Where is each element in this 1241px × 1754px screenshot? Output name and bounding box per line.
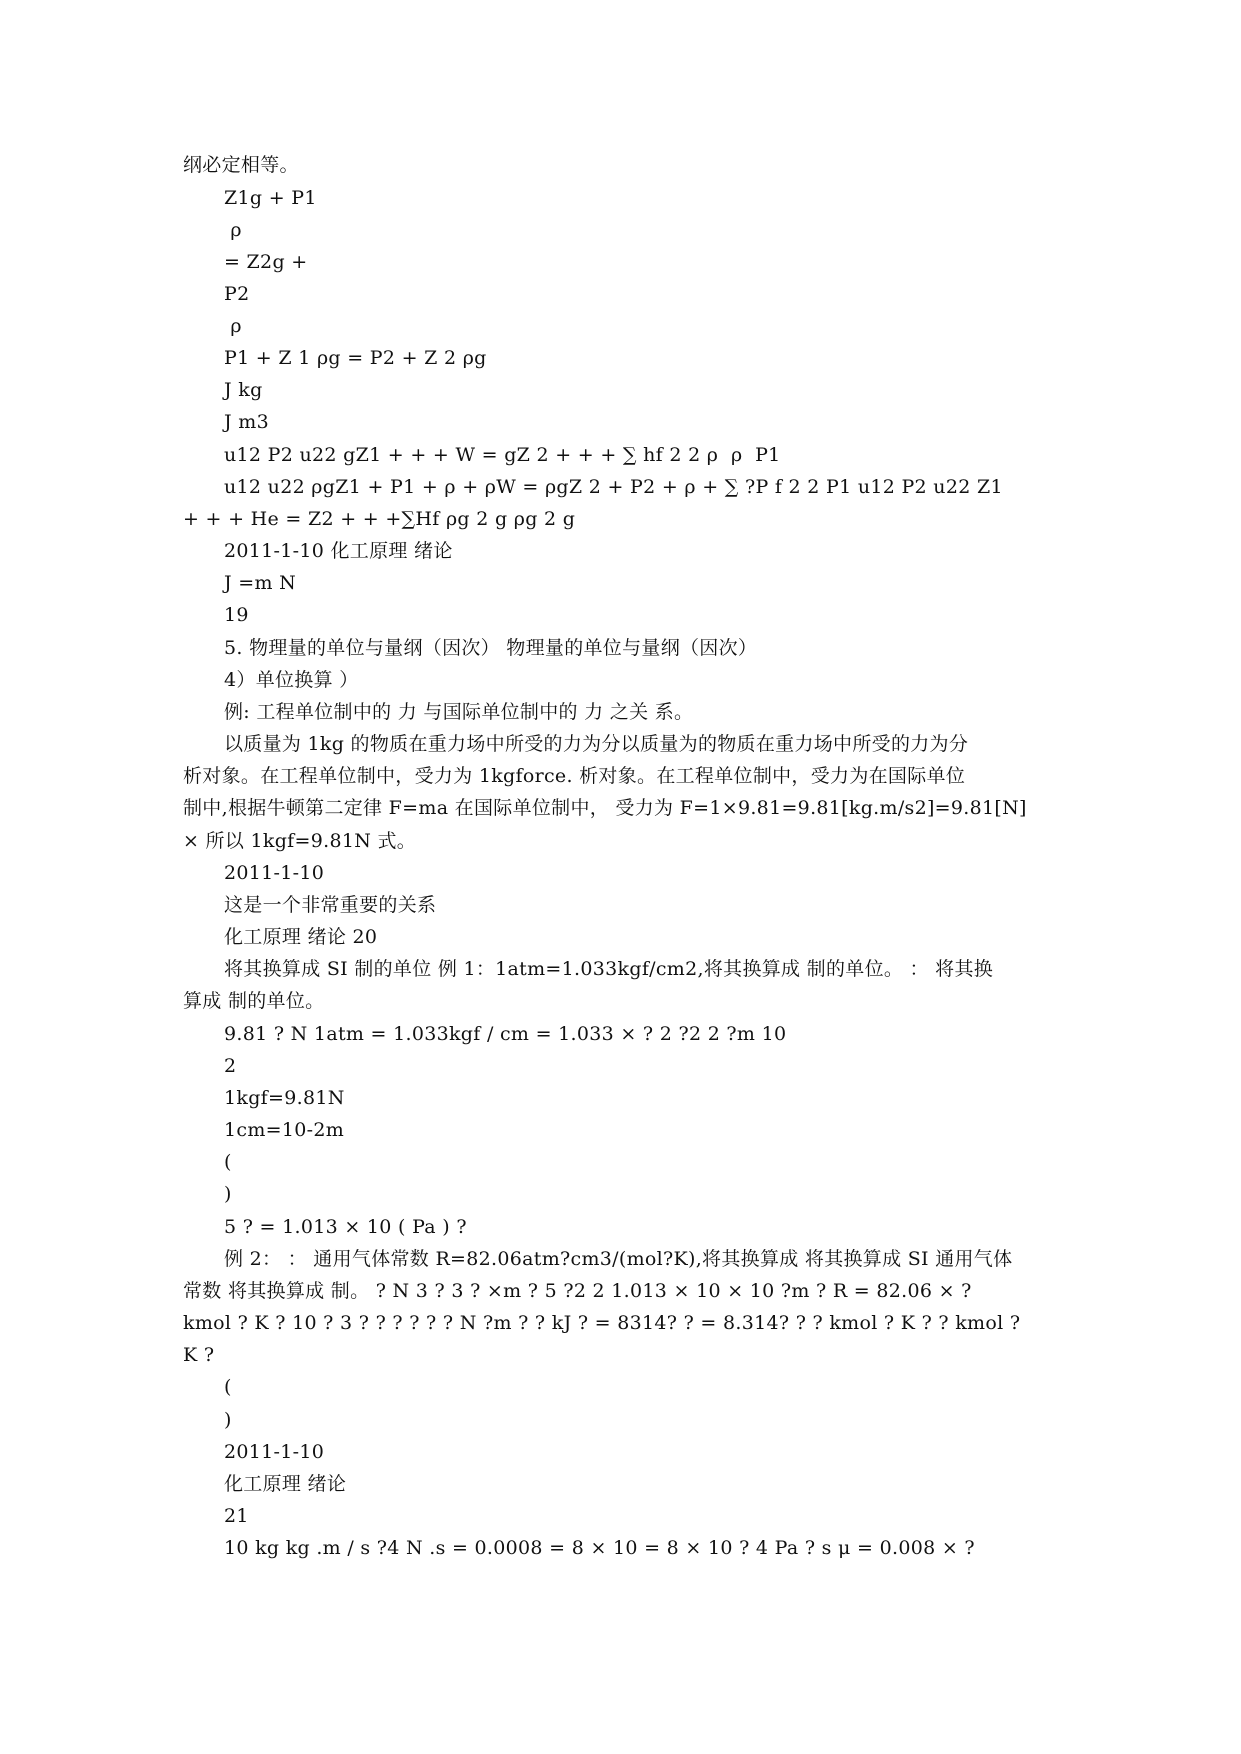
text-line-10: u12 P2 u22 gZ1 + + + W = gZ 2 + + + ∑ hf 2 2 ρ ρ P1 — [224, 444, 781, 466]
text-line-14: J =m N — [224, 572, 297, 594]
text-line-12: + + + He = Z2 + + +∑Hf ρg 2 g ρg 2 g — [183, 508, 576, 530]
text-line-35: 例 2： ： 通用气体常数 R=82.06atm?cm3/(mol?K),将其换算成 将其换算成 SI 通用气体 — [224, 1248, 1013, 1270]
text-line-28: 9.81 ? N 1atm = 1.033kgf / cm = 1.033 × ? 2 ?2 2 ?m 10 — [224, 1023, 787, 1045]
text-line-2: Z1g + P1 — [224, 187, 317, 209]
text-line-23: 2011-1-10 — [224, 862, 325, 884]
text-line-16: 5. 物理量的单位与量纲（因次） 物理量的单位与量纲（因次） — [224, 637, 758, 659]
text-line-42: 化工原理 绪论 — [224, 1473, 347, 1495]
text-line-6: ρ — [224, 315, 242, 337]
text-line-7: P1 + Z 1 ρg = P2 + Z 2 ρg — [224, 347, 487, 369]
text-line-31: 1cm=10-2m — [224, 1119, 345, 1141]
text-line-1: 纲必定相等。 — [183, 154, 299, 176]
text-line-26: 将其换算成 SI 制的单位 例 1：1atm=1.033kgf/cm2,将其换算成 制的单位。 ： 将其换 — [224, 958, 994, 980]
text-line-30: 1kgf=9.81N — [224, 1087, 345, 1109]
text-line-15: 19 — [224, 604, 249, 626]
text-line-24: 这是一个非常重要的关系 — [224, 894, 437, 916]
text-line-11: u12 u22 ρgZ1 + P1 + ρ + ρW = ρgZ 2 + P2 + ρ + ∑ ?P f 2 2 P1 u12 P2 u22 Z1 — [224, 476, 1003, 498]
text-line-21: 制中,根据牛顿第二定律 F=ma 在国际单位制中， 受力为 F=1×9.81=9.81[kg.m/s2]=9.81[N] — [183, 797, 1027, 819]
text-line-27: 算成 制的单位。 — [183, 990, 325, 1012]
text-line-33: ) — [224, 1183, 232, 1205]
text-line-20: 析对象。在工程单位制中，受力为 1kgforce. 析对象。在工程单位制中，受力为在国际单位 — [183, 765, 966, 787]
text-line-9: J m3 — [224, 411, 269, 433]
text-line-37: kmol ? K ? 10 ? 3 ? ? ? ? ? ? N ?m ? ? kJ ? = 8314? ? = 8.314? ? ? kmol ? K ? ? kmol ? — [183, 1312, 1021, 1334]
text-line-18: 例: 工程单位制中的 力 与国际单位制中的 力 之关 系。 — [224, 701, 694, 723]
text-line-40: ) — [224, 1409, 232, 1431]
text-line-4: = Z2g + — [224, 251, 308, 273]
text-line-19: 以质量为 1kg 的物质在重力场中所受的力为分以质量为的物质在重力场中所受的力为分 — [224, 733, 969, 755]
text-line-13: 2011-1-10 化工原理 绪论 — [224, 540, 453, 562]
text-line-3: ρ — [224, 219, 242, 241]
text-line-25: 化工原理 绪论 20 — [224, 926, 378, 948]
text-line-44: 10 kg kg .m / s ?4 N .s = 0.0008 = 8 × 10 = 8 × 10 ? 4 Pa ? s μ = 0.008 × ? — [224, 1537, 975, 1559]
text-line-29: 2 — [224, 1055, 237, 1077]
text-line-34: 5 ? = 1.013 × 10 ( Pa ) ? — [224, 1216, 467, 1238]
text-line-32: ( — [224, 1151, 232, 1173]
text-line-38: K ? — [183, 1344, 215, 1366]
text-line-17: 4）单位换算 ） — [224, 669, 359, 691]
text-line-36: 常数 将其换算成 制。 ? N 3 ? 3 ? ×m ? 5 ?2 2 1.013 × 10 × 10 ?m ? R = 82.06 × ? — [183, 1280, 972, 1302]
text-line-8: J kg — [224, 379, 263, 401]
text-line-5: P2 — [224, 283, 250, 305]
text-line-41: 2011-1-10 — [224, 1441, 325, 1463]
text-line-22: × 所以 1kgf=9.81N 式。 — [183, 830, 417, 852]
text-line-39: ( — [224, 1376, 232, 1398]
text-line-43: 21 — [224, 1505, 249, 1527]
